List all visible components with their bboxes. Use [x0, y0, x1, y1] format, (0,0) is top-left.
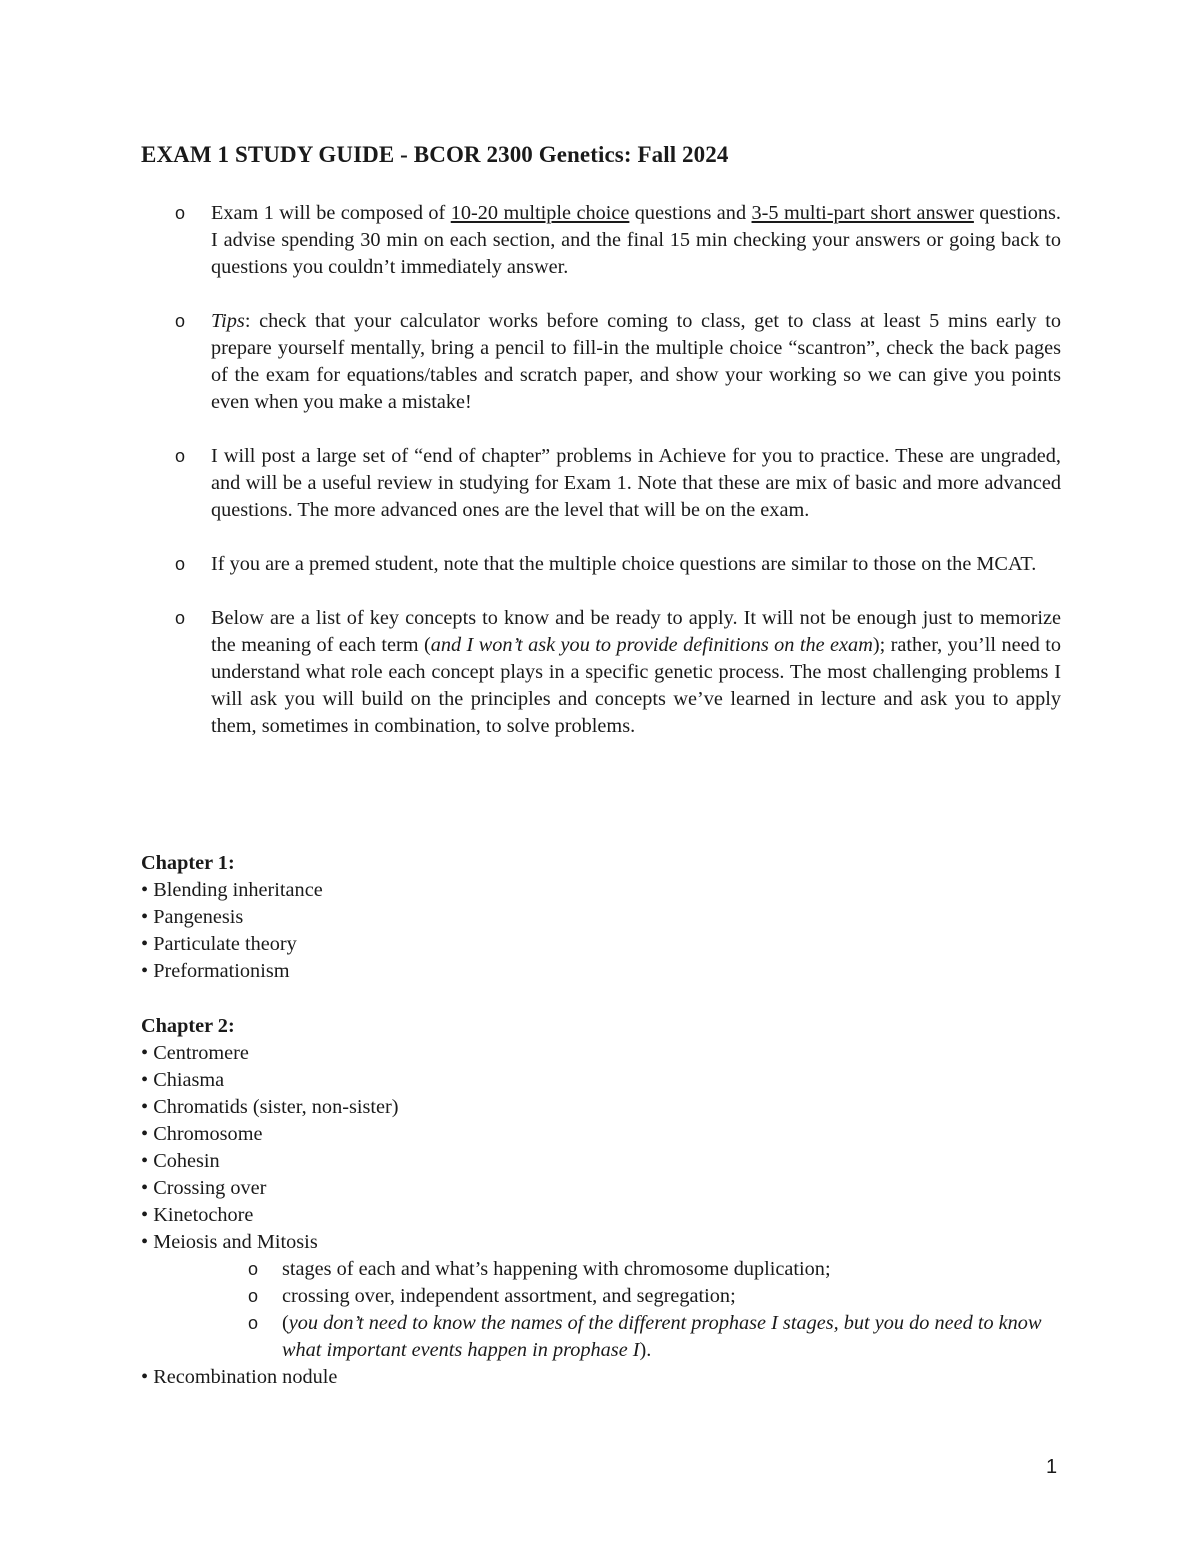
list-item: o I will post a large set of “end of chapter” problems in Achieve for you to practice. These are ungraded, and will be a useful review in studying for Exam 1. Note that these are mix of basic and more advanced questions. The more advanced ones are the level that will be on the exam. [175, 445, 1061, 521]
page-number: 1 [1046, 1456, 1058, 1478]
list-item: o Below are a list of key concepts to know and be ready to apply. It will not be enough just to memorize the meaning of each term (and I won’t ask you to provide definitions on the exam); rather, you’ll need to understand what role each concept plays in a specific genetic process. The most challenging problems I will ask you will build on the principles and concepts we’ve learned in lecture and ask you to apply them, sometimes in combination, to solve problems. [175, 607, 1061, 737]
list-item: • Preformationism [141, 960, 290, 982]
list-item: • Cohesin [141, 1150, 220, 1172]
bullet-marker: o [175, 311, 186, 331]
document-title: EXAM 1 STUDY GUIDE - BCOR 2300 Genetics: Fall 2024 [141, 142, 729, 167]
list-item: • Kinetochore [141, 1204, 254, 1226]
bullet-marker: o [175, 446, 186, 466]
list-item: • Particulate theory [141, 933, 297, 955]
bullet-marker: o [175, 554, 186, 574]
list-item: • Meiosis and Mitosis [141, 1231, 318, 1253]
list-item: • Chromatids (sister, non-sister) [141, 1096, 399, 1118]
bullet-marker: o [175, 203, 186, 223]
sub-list-item: o crossing over, independent assortment, and segregation; [248, 1285, 736, 1307]
list-item: • Chiasma [141, 1069, 225, 1091]
list-item: o Tips: check that your calculator works before coming to class, get to class at least 5 mins early to prepare yourself mentally, bring a pencil to fill-in the multiple choice “scantron”, check the back pages of the exam for equations/tables and scratch paper, and show your working so we can give you points even when you make a mistake! [175, 310, 1061, 413]
instructions-list [141, 200, 1061, 767]
list-item: • Centromere [141, 1042, 249, 1064]
list-item: • Crossing over [141, 1177, 267, 1199]
mc-count: 10-20 multiple choice [450, 202, 630, 224]
chapter-2-heading: Chapter 2: [141, 1015, 235, 1037]
chapter-1-heading: Chapter 1: [141, 852, 235, 874]
sub-list-item: o (you don’t need to know the names of the different prophase I stages, but you do need to know what important events happen in prophase I). [248, 1312, 1042, 1361]
list-item: o If you are a premed student, note that the multiple choice questions are similar to those on the MCAT. [141, 551, 1061, 578]
short-answer-count: 3-5 multi-part short answer [751, 202, 974, 224]
bullet-marker: o [175, 608, 186, 628]
list-item: • Pangenesis [141, 906, 244, 928]
chapter-1-section [141, 850, 323, 985]
list-item: • Recombination nodule [141, 1366, 338, 1388]
list-item: o Exam 1 will be composed of 10-20 multiple choice questions and 3-5 multi-part short answer questions. I advise spending 30 min on each section, and the final 15 min checking your answers or going back to questions you couldn’t immediately answer. [175, 202, 1061, 278]
sub-list-item: o stages of each and what’s happening with chromosome duplication; [248, 1258, 831, 1280]
list-item: • Chromosome [141, 1123, 263, 1145]
list-item: • Blending inheritance [141, 879, 323, 901]
chapter-2-section [141, 1013, 1061, 1391]
